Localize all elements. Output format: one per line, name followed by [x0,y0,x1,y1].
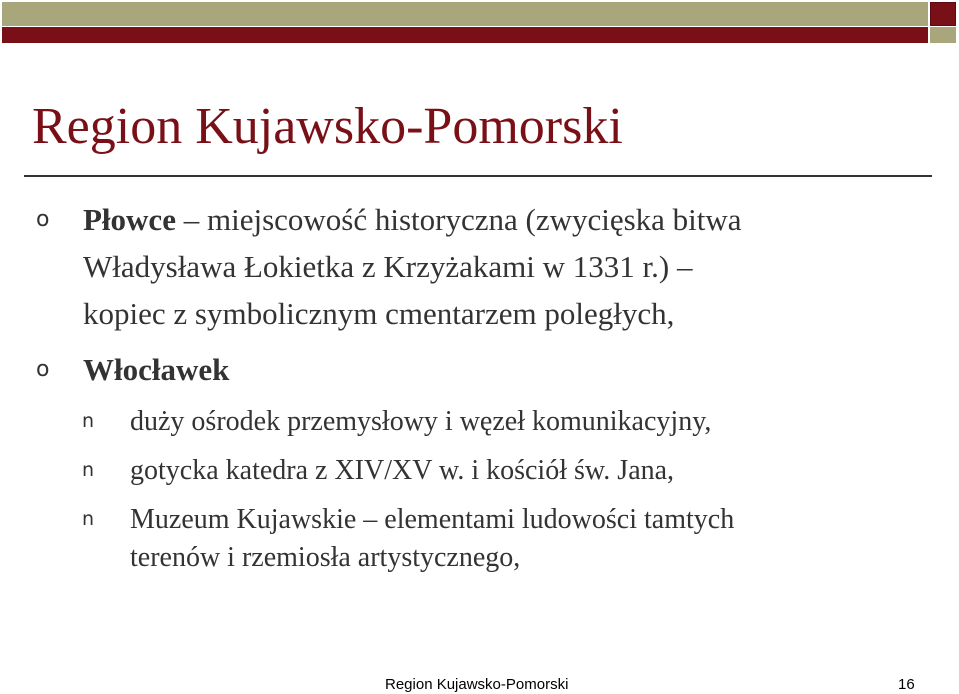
subitem-industrial-center: duży ośrodek przemysłowy i węzeł komunikacyjny, [130,406,712,437]
olive-stripe [2,2,928,26]
plowce-desc-1: – miejscowość historyczna (zwycięska bitwa [175,202,742,237]
slide-title: Region Kujawsko-Pomorski [32,98,623,155]
footer-title: Region Kujawsko-Pomorski [385,676,569,693]
bold-term-plowce: Płowce [83,202,176,237]
subitem-cathedral: gotycka katedra z XIV/XV w. i kościół św. Jana, [130,455,675,486]
title-divider [24,175,932,177]
list-item-wloclawek: Włocławek [83,352,230,387]
corner-square-lower [930,27,956,43]
page-number: 16 [898,676,915,693]
maroon-stripe [2,27,928,43]
subitem-museum-line1: Muzeum Kujawskie – elementami ludowości tamtych [130,504,735,535]
list-item-plowce-line2: Władysława Łokietka z Krzyżakami w 1331 r.) – [83,249,693,284]
sub-bullet-marker: n [82,508,95,530]
top-decorative-bar [0,0,959,44]
corner-square [930,2,956,26]
sub-bullet-marker: n [82,410,95,432]
sub-bullet-marker: n [82,459,95,481]
bullet-marker: o [36,207,50,232]
list-item-plowce-line1 [83,196,742,243]
subitem-museum-line2: terenów i rzemiosła artystycznego, [130,542,521,573]
list-item-plowce-line3: kopiec z symbolicznym cmentarzem poległych, [83,296,675,331]
bullet-marker: o [36,357,50,382]
